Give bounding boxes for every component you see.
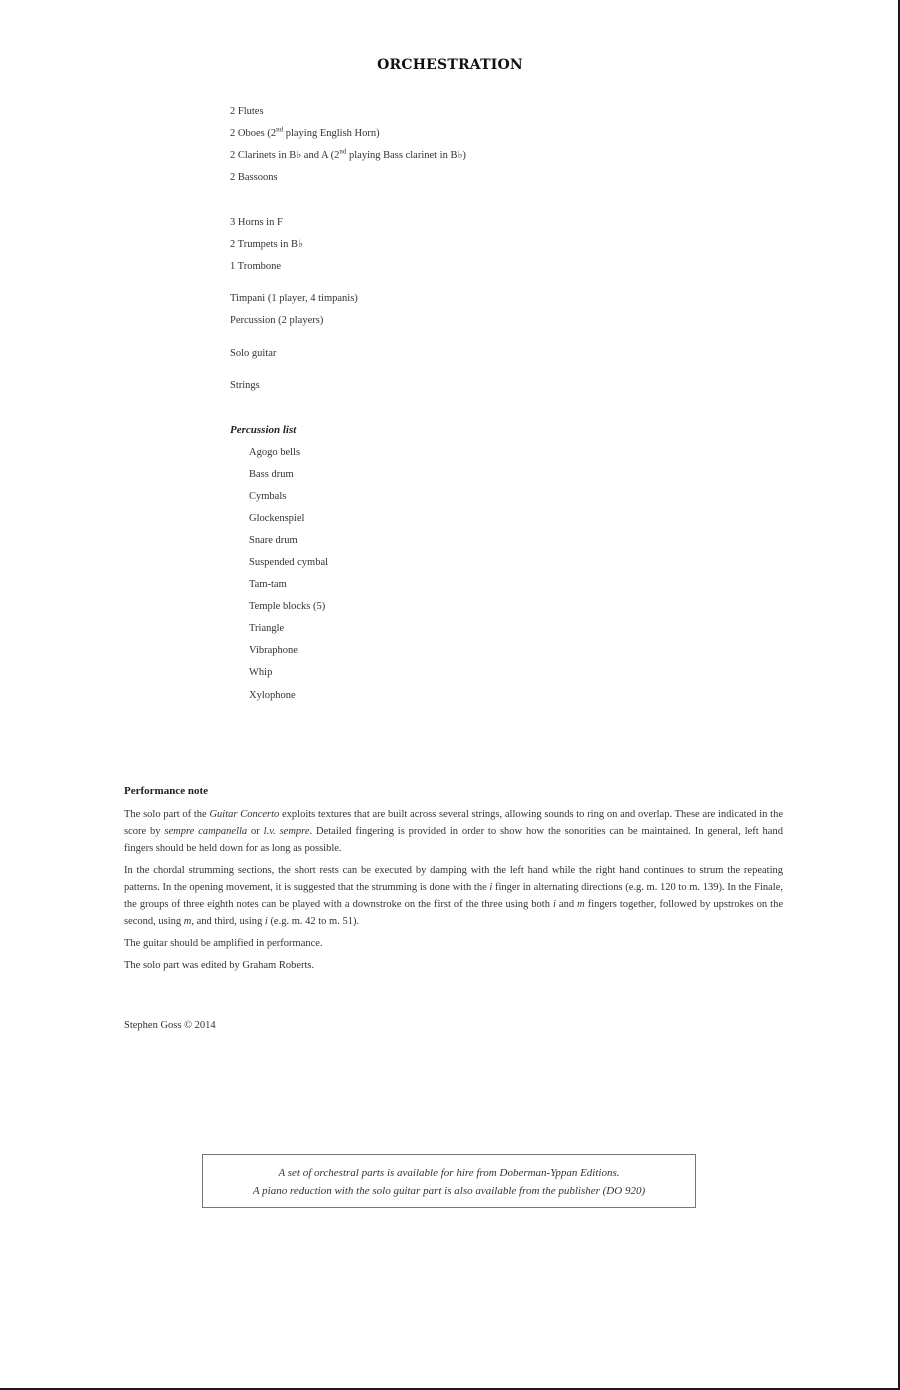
instrument-strings: Strings	[230, 380, 260, 391]
p1-text-a: The solo part of the	[124, 809, 210, 820]
availability-note-box	[202, 1154, 696, 1208]
performance-paragraph-2	[124, 862, 783, 930]
p2-text-b: finger in alternating directions (e.g. m. 120 to m. 139). In the Finale, the groups of three eighth notes can be played with a downstroke on the first of the three using both	[124, 882, 783, 910]
instrument-trumpets: 2 Trumpets in B♭	[230, 239, 303, 250]
instrument-oboes	[230, 127, 380, 141]
finger-i: i	[489, 882, 493, 893]
instrument-clarinets	[230, 149, 466, 163]
p2-text-d: fingers together, followed by upstrokes on the second, using	[124, 899, 783, 927]
finger-m: m	[183, 916, 192, 927]
percussion-item: Cymbals	[249, 491, 287, 502]
oboes-ordinal: nd	[276, 125, 284, 134]
p2-text-f: (e.g. m. 42 to m. 51).	[267, 916, 360, 927]
instrument-bassoons: 2 Bassoons	[230, 172, 278, 183]
percussion-item: Temple blocks (5)	[249, 601, 326, 612]
instrument-solo-guitar: Solo guitar	[230, 348, 277, 359]
finger-i: i	[552, 899, 556, 910]
p2-text-a: In the chordal strumming sections, the short rests can be executed by damping with the left hand while the right hand continues to strum the repeating patterns. In the opening movement, it is suggested that the strumming is done with the	[124, 865, 783, 893]
instrument-timpani: Timpani (1 player, 4 timpanis)	[230, 293, 358, 304]
performance-note-body	[124, 806, 783, 979]
percussion-item: Vibraphone	[249, 645, 298, 656]
p1-text-b: exploits textures that are built across several strings, allowing sounds to ring on and overlap. These are indicated in the score by	[124, 809, 783, 837]
finger-m: m	[577, 899, 585, 910]
instrument-horns: 3 Horns in F	[230, 217, 283, 228]
instrument-percussion: Percussion (2 players)	[230, 315, 324, 326]
percussion-item: Suspended cymbal	[249, 557, 329, 568]
clarinets-ordinal: nd	[339, 147, 347, 156]
clarinets-text: 2 Clarinets in B♭ and A (2	[230, 150, 340, 161]
p2-text-c: and	[555, 899, 578, 910]
performance-paragraph-1	[124, 806, 783, 857]
instrument-trombone: 1 Trombone	[230, 261, 282, 272]
availability-note-line-1: A set of orchestral parts is available for hire from Doberman-Yppan Editions.	[278, 1167, 620, 1179]
instrument-flutes: 2 Flutes	[230, 106, 264, 117]
percussion-item: Xylophone	[249, 690, 296, 701]
clarinets-text-rest: playing Bass clarinet in B♭)	[346, 150, 466, 161]
percussion-list-heading: Percussion list	[230, 424, 297, 436]
availability-note-line-2: A piano reduction with the solo guitar part is also available from the publisher (DO 920)	[252, 1185, 646, 1197]
performance-paragraph-3: The guitar should be amplified in performance.	[124, 938, 323, 949]
percussion-item: Snare drum	[249, 535, 298, 546]
percussion-item: Glockenspiel	[249, 513, 305, 524]
oboes-text-rest: playing English Horn)	[283, 128, 380, 139]
term-sempre-campanella: sempre campanella	[164, 826, 248, 837]
p1-text-c: or	[247, 826, 264, 837]
page-title: ORCHESTRATION	[377, 57, 523, 73]
percussion-item: Triangle	[249, 623, 285, 634]
oboes-text: 2 Oboes (2	[230, 128, 277, 139]
copyright-notice: Stephen Goss © 2014	[124, 1020, 216, 1031]
performance-note-heading: Performance note	[124, 785, 208, 797]
percussion-item: Agogo bells	[249, 447, 301, 458]
performance-paragraph-4: The solo part was edited by Graham Roberts.	[124, 960, 315, 971]
term-lv-sempre: l.v. sempre	[263, 826, 310, 837]
p2-text-e: , and third, using	[191, 916, 265, 927]
percussion-item: Bass drum	[249, 469, 294, 480]
work-title: Guitar Concerto	[209, 809, 280, 820]
p1-text-d: . Detailed fingering is provided in order to show how the sonorities can be maintained. In general, left hand fingers should be held down for as long as possible.	[124, 826, 783, 854]
finger-i: i	[264, 916, 268, 927]
percussion-item: Whip	[249, 667, 273, 678]
percussion-item: Tam-tam	[249, 579, 287, 590]
